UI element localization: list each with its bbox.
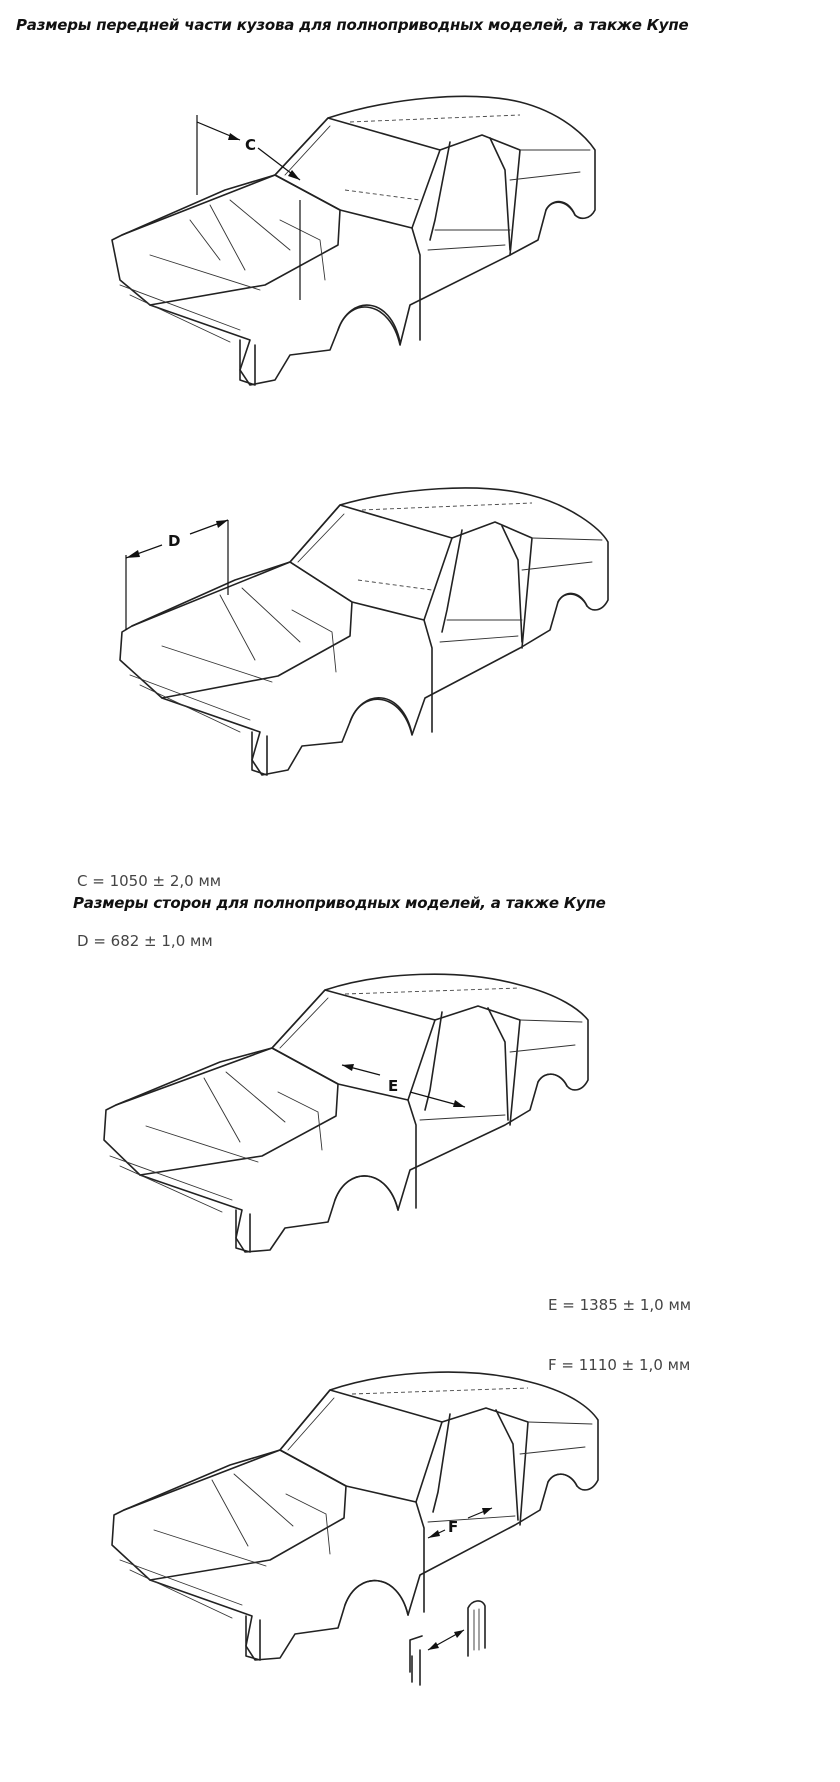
car-body-figure-e [80, 960, 640, 1260]
car-body-figure-c [90, 80, 630, 400]
dimension-d-value: D = 682 ± 1,0 мм [77, 932, 213, 950]
dimension-label-c: C [245, 136, 257, 154]
dimension-label-f: F [448, 1518, 459, 1536]
section-heading-sides: Размеры сторон для полноприводных моделей, а также Купе [73, 894, 606, 912]
dimension-label-d: D [168, 532, 181, 550]
car-body-figure-f [90, 1360, 650, 1690]
dimension-f-value: F = 1110 ± 1,0 мм [548, 1356, 691, 1374]
car-body-drawing [80, 960, 640, 1260]
car-body-drawing [90, 80, 630, 400]
section-heading-front: Размеры передней части кузова для полноприводных моделей, а также Купе [16, 16, 689, 34]
car-body-drawing [100, 470, 620, 790]
dimension-label-e: E [388, 1077, 399, 1095]
car-body-figure-d [100, 470, 620, 790]
car-body-drawing [90, 1360, 650, 1690]
dimension-e-value: E = 1385 ± 1,0 мм [548, 1296, 692, 1314]
dimension-c-value: C = 1050 ± 2,0 мм [77, 872, 222, 890]
